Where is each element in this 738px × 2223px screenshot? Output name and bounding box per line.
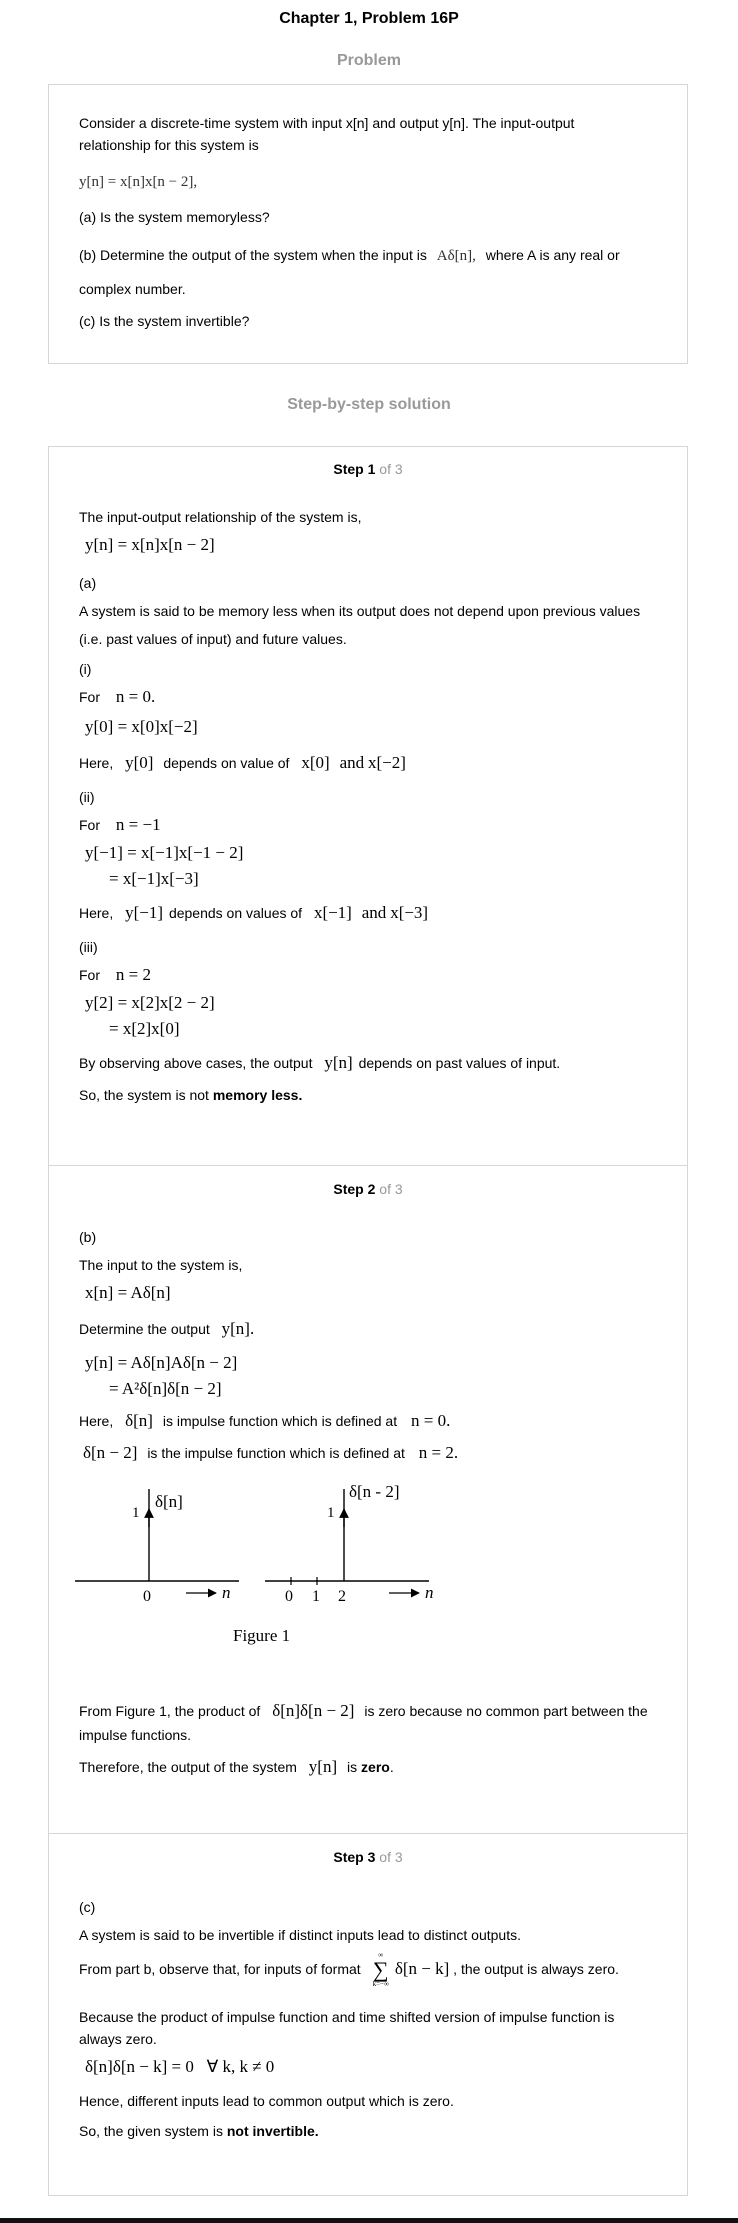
case-i-equation: y[0] = x[0]x[−2] [85,717,198,736]
case-ii-label: (ii) [79,789,95,805]
step1-intro: The input-output relationship of the system is, [79,509,362,525]
figure-caption: Figure 1 [233,1626,291,1645]
invertible-definition: A system is said to be invertible if distinct inputs lead to distinct outputs. [79,1927,521,1943]
figure-1 [69,1477,449,1653]
case-iii-label: (iii) [79,939,98,955]
case-iii-equation-2: = x[2]x[0] [109,1019,180,1038]
left-amplitude-label: 1 [132,1505,140,1521]
step-2-label: Step 2 of 3 [333,1181,403,1197]
because-line-2: always zero. [79,2031,157,2047]
case-iii-for: For n = 2 [79,965,151,984]
question-a: (a) Is the system memoryless? [79,209,270,225]
problem-intro-line-2: relationship for this system is [79,137,259,153]
case-ii-dependency: Here, y[−1] depends on values of x[−1] and x[−3] [79,903,429,922]
case-i-dependency: Here, y[0] depends on value of x[0] and x[−2] [79,753,406,772]
impulse-definition-2: δ[n − 2] is the impulse function which is defined at n = 2. [83,1443,459,1462]
observation-line: By observing above cases, the output y[n] depends on past values of input. [79,1053,561,1072]
case-ii-equation-2: = x[−1]x[−3] [109,869,199,888]
step-3-label: Step 3 of 3 [333,1849,403,1865]
figure-explanation-continued: impulse functions. [79,1727,192,1743]
step-1-label: Step 1 of 3 [333,461,403,477]
hence-line: Hence, different inputs lead to common output which is zero. [79,2093,454,2109]
bottom-rule [0,2218,738,2223]
summation: ∞ ∑ k=−∞ [372,1951,389,1989]
right-tick-label-2: 2 [338,1588,346,1605]
step3-part-c: (c) [79,1899,96,1915]
question-c: (c) Is the system invertible? [79,313,250,329]
step2-output-equation-1: y[n] = Aδ[n]Aδ[n − 2] [85,1353,238,1372]
solution-box [48,446,688,2196]
step1-equation: y[n] = x[n]x[n − 2] [85,535,215,554]
case-i-label: (i) [79,661,92,677]
case-ii-for: For n = −1 [79,815,161,834]
question-b: (b) Determine the output of the system when the input is Aδ[n], where A is any real or [79,247,620,264]
problem-intro-line-1: Consider a discrete-time system with input x[n] and output y[n]. The input-output [79,115,575,131]
right-axis-variable: n [425,1583,434,1602]
step2-conclusion: Therefore, the output of the system y[n] is zero. [79,1757,394,1776]
case-iii-equation-1: y[2] = x[2]x[2 − 2] [85,993,215,1012]
left-impulse-label: δ[n] [155,1492,183,1511]
left-axis-variable: n [222,1583,231,1602]
problem-heading: Problem [336,52,401,69]
step1-part-a: (a) [79,575,97,591]
step2-input-intro: The input to the system is, [79,1257,243,1273]
question-b-continued: complex number. [79,281,186,297]
step-divider-2 [49,1833,687,1834]
figure-explanation: From Figure 1, the product of δ[n]δ[n − 2] is zero because no common part between the [79,1701,648,1720]
page-title: Chapter 1, Problem 16P [279,10,459,27]
step2-input-equation: x[n] = Aδ[n] [85,1283,171,1302]
problem-equation: y[n] = x[n]x[n − 2], [79,174,198,190]
memoryless-definition-2: (i.e. past values of input) and future values. [79,631,347,647]
step3-equation: δ[n]δ[n − k] = 0 ∀ k, k ≠ 0 [85,2057,275,2076]
case-i-for: For n = 0. [79,687,156,706]
memoryless-definition-1: A system is said to be memory less when its output does not depend upon previous values [79,603,641,619]
step1-conclusion: So, the system is not memory less. [79,1087,303,1103]
right-amplitude-label: 1 [327,1505,335,1521]
because-line-1: Because the product of impulse function and time shifted version of impulse function is [79,2009,615,2025]
problem-box [48,84,688,364]
right-tick-label-1: 1 [312,1588,320,1605]
solution-heading: Step-by-step solution [287,396,451,413]
step2-output-equation-2: = A²δ[n]δ[n − 2] [109,1379,222,1398]
step2-part-b: (b) [79,1229,97,1245]
step-divider-1 [49,1165,687,1166]
left-tick-label: 0 [143,1588,151,1605]
right-tick-label-0: 0 [285,1588,293,1605]
step3-format-line: From part b, observe that, for inputs of format ∞ ∑ k=−∞ δ[n − k] , the output is always zero. [79,1951,619,1989]
case-ii-equation-1: y[−1] = x[−1]x[−1 − 2] [85,843,244,862]
step2-determine: Determine the output y[n]. [79,1319,255,1338]
step3-conclusion: So, the given system is not invertible. [79,2123,319,2139]
impulse-definition-1: Here, δ[n] is impulse function which is defined at n = 0. [79,1411,451,1430]
right-impulse-label: δ[n - 2] [349,1482,400,1501]
